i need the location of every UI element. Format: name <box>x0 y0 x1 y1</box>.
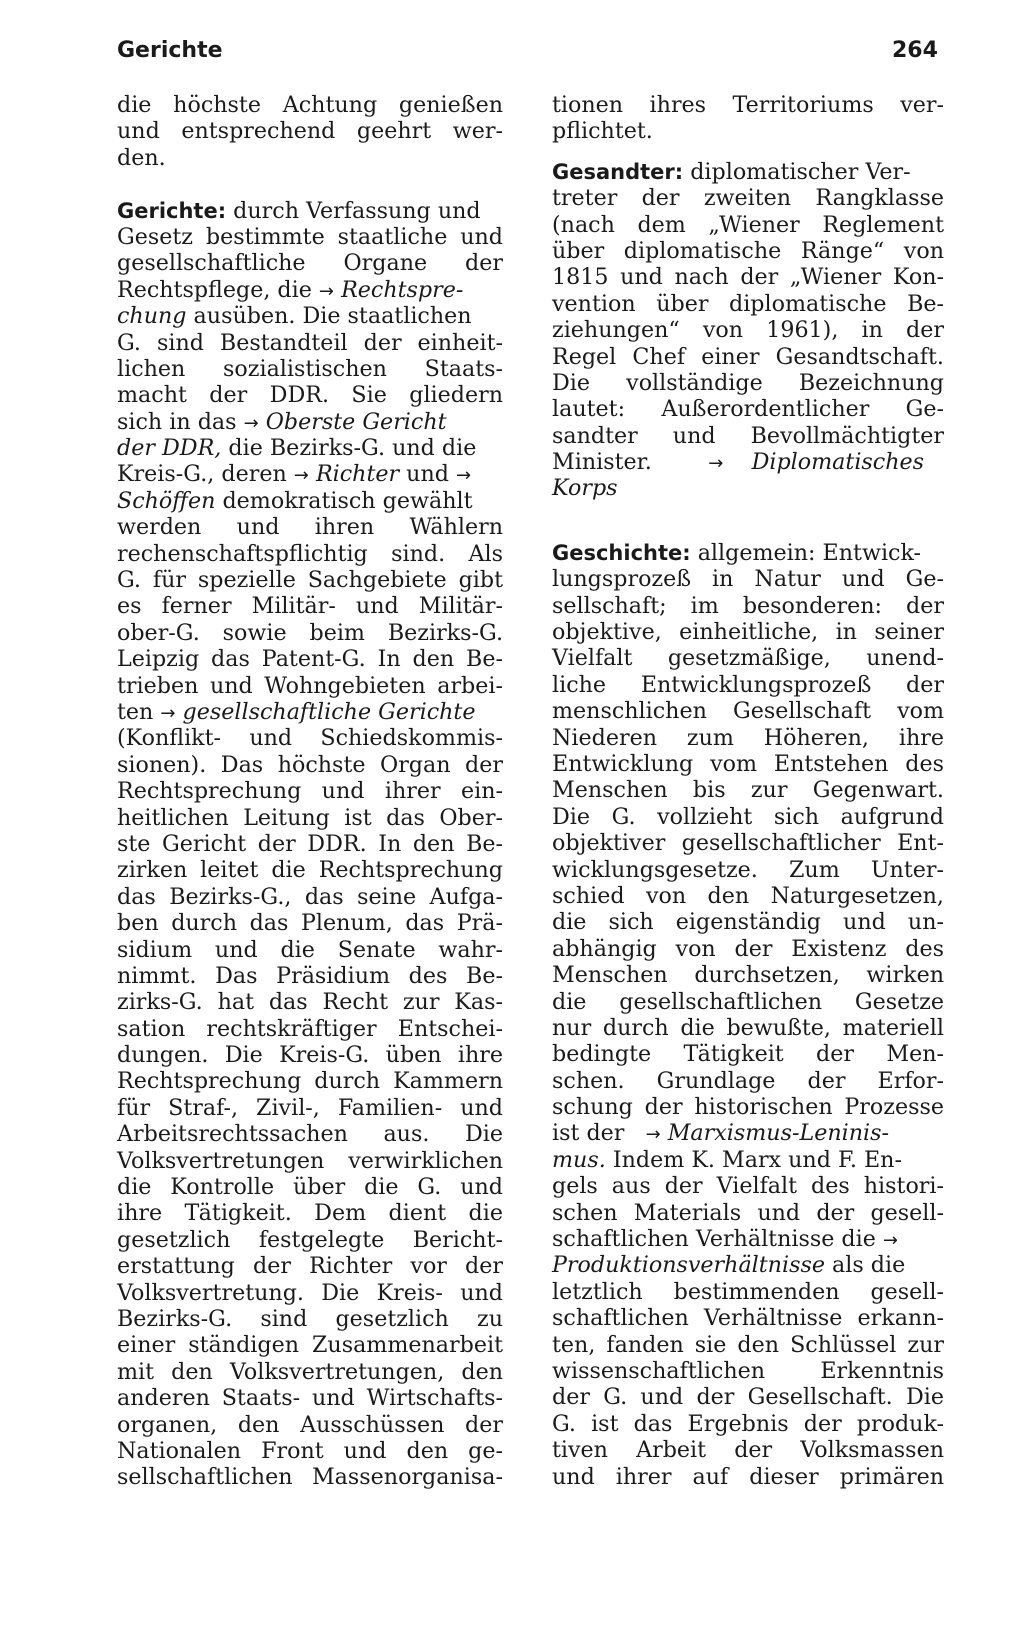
text-line: Menschen bis zur Gegenwart. <box>552 777 944 804</box>
text-line: schaftlichen Verhältnisse die → <box>552 1226 899 1253</box>
text-line: schung der historischen Prozesse <box>552 1094 944 1121</box>
text-line: treter der zweiten Rangklasse <box>552 185 944 212</box>
text-line: Niederen zum Höheren, ihre <box>552 724 944 751</box>
text-line: Menschen durchsetzen, wirken <box>552 962 944 989</box>
text-line: G. ist das Ergebnis der produk- <box>552 1410 944 1437</box>
text-line: Produktionsverhältnisse als die <box>552 1252 906 1279</box>
text-line: zirks-G. hat das Recht zur Kas- <box>117 989 503 1016</box>
cross-reference-arrow: → <box>160 702 176 724</box>
text-line: Volksvertretungen verwirklichen <box>117 1147 503 1174</box>
text-line: Schöffen demokratisch gewählt <box>117 487 473 514</box>
text-line: nur durch die bewußte, materiell <box>552 1014 944 1041</box>
entry-term-gerichte: Gerichte: <box>117 198 227 223</box>
paragraph-gap <box>552 502 944 540</box>
text-line: macht der DDR. Sie gliedern <box>117 382 503 409</box>
cross-reference: Diplomatisches <box>751 449 925 476</box>
text-line: (nach dem „Wiener Reglement <box>552 211 944 238</box>
text-line: lautet: Außerordentlicher Ge- <box>552 396 944 423</box>
text-line: die Kontrolle über die G. und <box>117 1174 503 1201</box>
text-line: Leipzig das Patent-G. In den Be- <box>117 646 503 673</box>
text-line: ten, fanden sie den Schlüssel zur <box>552 1331 944 1358</box>
text-line: tionen ihres Territoriums ver- <box>552 92 944 118</box>
text-line: Rechtsprechung durch Kammern <box>117 1068 503 1095</box>
text-line: Rechtsprechung und ihrer ein- <box>117 778 503 805</box>
text-line: lungsprozeß in Natur und Ge- <box>552 566 944 593</box>
cross-reference: Rechtspre- <box>341 276 464 303</box>
text-line: Regel Chef einer Gesandtschaft. <box>552 343 944 370</box>
text-line: es ferner Militär- und Militär- <box>117 593 503 620</box>
text-line: objektiver gesellschaftlicher Ent- <box>552 830 944 857</box>
text-line: dungen. Die Kreis-G. üben ihre <box>117 1042 503 1069</box>
text-line: schen. Grundlage der Erfor- <box>552 1067 944 1094</box>
text-line: sidium und die Senate wahr- <box>117 936 503 963</box>
text-line: sellschaftlichen Massenorganisa- <box>117 1464 503 1491</box>
text-line: ten → gesellschaftliche Gerichte <box>117 698 476 725</box>
page-number: 264 <box>892 38 938 63</box>
text-line: der G. und der Gesellschaft. Die <box>552 1384 944 1411</box>
paragraph-gap <box>117 171 503 197</box>
text-line: wissenschaftlichen Erkenntnis <box>552 1357 944 1384</box>
entry-term-geschichte: Geschichte: <box>552 540 691 565</box>
text-line: ziehungen“ von 1961), in der <box>552 317 944 344</box>
text-line: nimmt. Das Präsidium des Be- <box>117 962 503 989</box>
text-line: und entsprechend geehrt wer- <box>117 118 503 145</box>
cross-reference: gesellschaftliche Gerichte <box>182 698 476 725</box>
text-line: tiven Arbeit der Volksmassen <box>552 1437 944 1464</box>
text-line: Vielfalt gesetzmäßige, unend- <box>552 645 944 672</box>
text-line: einer ständigen Zusammenarbeit <box>117 1332 503 1359</box>
text-line: anderen Staats- und Wirtschafts- <box>117 1385 503 1412</box>
running-head: Gerichte <box>117 38 223 63</box>
text-line: trieben und Wohngebieten arbei- <box>117 672 503 699</box>
text-line: Die G. vollzieht sich aufgrund <box>552 803 944 830</box>
text-line: G. für spezielle Sachgebiete gibt <box>117 567 503 594</box>
text-line: ist der → Marxismus-Leninis- <box>552 1120 889 1147</box>
text-line: gesellschaftliche Organe der <box>117 250 503 277</box>
text-line: die höchste Achtung genießen <box>117 92 503 118</box>
cross-reference: Schöffen <box>117 487 216 514</box>
text-line: über diplomatische Ränge“ von <box>552 237 944 264</box>
entry-first-line: Gesandter: diplomatischer Ver- <box>552 158 911 185</box>
cross-reference-arrow: → <box>645 1124 661 1146</box>
text-line: der DDR, die Bezirks-G. und die <box>117 435 477 462</box>
cross-reference-arrow: → <box>243 412 259 434</box>
cross-reference-arrow: → <box>882 1230 899 1252</box>
text-line <box>552 475 944 501</box>
text-line: bedingte Tätigkeit der Men- <box>552 1041 944 1068</box>
cross-reference: mus. <box>552 1146 606 1173</box>
text-line: Kreis-G., deren → Richter und → <box>117 461 472 488</box>
cross-reference-arrow: → <box>293 465 309 487</box>
text-line: sellschaft; im besonderen: der <box>552 592 944 619</box>
text-line: Arbeitsrechtssachen aus. Die <box>117 1121 503 1148</box>
text-line: Volksvertretung. Die Kreis- und <box>117 1279 503 1306</box>
entry-first-line: Geschichte: allgemein: Entwick- <box>552 539 922 566</box>
text-line: Gesetz bestimmte staatliche und <box>117 223 503 250</box>
text-line: 1815 und nach der „Wiener Kon- <box>552 264 944 291</box>
text-line: heitlichen Leitung ist das Ober- <box>117 804 503 831</box>
text-line: chung ausüben. Die staatlichen <box>117 303 472 330</box>
cross-reference: chung <box>117 303 187 330</box>
cross-reference: Produktionsverhältnisse <box>552 1252 825 1279</box>
text-line: ben durch das Plenum, das Prä- <box>117 910 503 937</box>
text-line: letztlich bestimmenden gesell- <box>552 1278 944 1305</box>
text-line: sandter und Bevollmächtigter <box>552 422 944 449</box>
paragraph-gap <box>552 145 944 159</box>
cross-reference: Oberste Gericht <box>265 408 447 435</box>
cross-reference: Richter <box>315 461 400 488</box>
text-line: Die vollständige Bezeichnung <box>552 369 944 396</box>
text-line: ober-G. sowie beim Bezirks-G. <box>117 619 503 646</box>
text-line: die gesellschaftlichen Gesetze <box>552 988 944 1015</box>
text-line: schied von den Naturgesetzen, <box>552 882 944 909</box>
text-line: das Bezirks-G., das seine Aufga- <box>117 883 503 910</box>
text-line: sation rechtskräftiger Entschei- <box>117 1015 503 1042</box>
cross-reference-arrow: → <box>456 465 472 487</box>
text-line: sich in das → Oberste Gericht <box>117 408 447 435</box>
text-line: schen Materials und der gesell- <box>552 1199 944 1226</box>
text-line: mit den Volksvertretungen, den <box>117 1358 503 1385</box>
text-line: und ihrer auf dieser primären <box>552 1463 944 1490</box>
text-line: wicklungsgesetze. Zum Unter- <box>552 856 944 883</box>
entry-first-line: Gerichte: durch Verfassung und <box>117 197 481 224</box>
text-line: für Straf-, Zivil-, Familien- und <box>117 1094 503 1121</box>
entry-term-gesandter: Gesandter: <box>552 159 684 184</box>
text-line: G. sind Bestandteil der einheit- <box>117 329 503 356</box>
text-line: ihre Tätigkeit. Dem dient die <box>117 1200 503 1227</box>
text-line: Rechtspflege, die → Rechtspre- <box>117 276 464 303</box>
text-line: sionen). Das höchste Organ der <box>117 751 503 778</box>
text-line: (Konflikt- und Schiedskommis- <box>117 725 503 752</box>
text-line: zirken leitet die Rechtsprechung <box>117 857 503 884</box>
text-line: mus. Indem K. Marx und F. En- <box>552 1146 902 1173</box>
text-line: lichen sozialistischen Staats- <box>117 355 503 382</box>
text-line: Nationalen Front und den ge- <box>117 1437 503 1464</box>
text-line: liche Entwicklungsprozeß der <box>552 671 944 698</box>
text-line: schaftlichen Verhältnisse erkann- <box>552 1305 944 1332</box>
text-line: werden und ihren Wählern <box>117 514 503 541</box>
cross-reference-arrow: → <box>318 280 335 302</box>
text-line: pflichtet. <box>552 118 653 145</box>
text-line: ste Gericht der DDR. In den Be- <box>117 830 503 857</box>
text-line: Entwicklung vom Entstehen des <box>552 750 944 777</box>
text-line: den. <box>117 144 166 171</box>
text-line: menschlichen Gesellschaft vom <box>552 698 944 725</box>
cross-reference: der DDR, <box>117 435 222 462</box>
text-line: erstattung der Richter vor der <box>117 1253 503 1280</box>
text-line: abhängig von der Existenz des <box>552 935 944 962</box>
text-line: vention über diplomatische Be- <box>552 290 944 317</box>
text-line: gesetzlich festgelegte Bericht- <box>117 1226 503 1253</box>
cross-reference: Korps <box>552 475 618 502</box>
text-line: rechenschaftspflichtig sind. Als <box>117 540 503 567</box>
cross-reference-arrow: → <box>708 453 724 475</box>
right-column <box>552 92 944 1490</box>
text-line: gels aus der Vielfalt des histori- <box>552 1173 944 1200</box>
cross-reference: Marxismus-Leninis- <box>667 1120 889 1147</box>
text-line: objektive, einheitliche, in seiner <box>552 619 944 646</box>
text-line: organen, den Ausschüssen der <box>117 1411 503 1438</box>
text-line: Bezirks-G. sind gesetzlich zu <box>117 1305 503 1332</box>
text-line: Minister. → Diplomatisches <box>552 449 925 476</box>
left-column <box>117 92 503 1491</box>
text-line: die sich eigenständig und un- <box>552 909 944 936</box>
